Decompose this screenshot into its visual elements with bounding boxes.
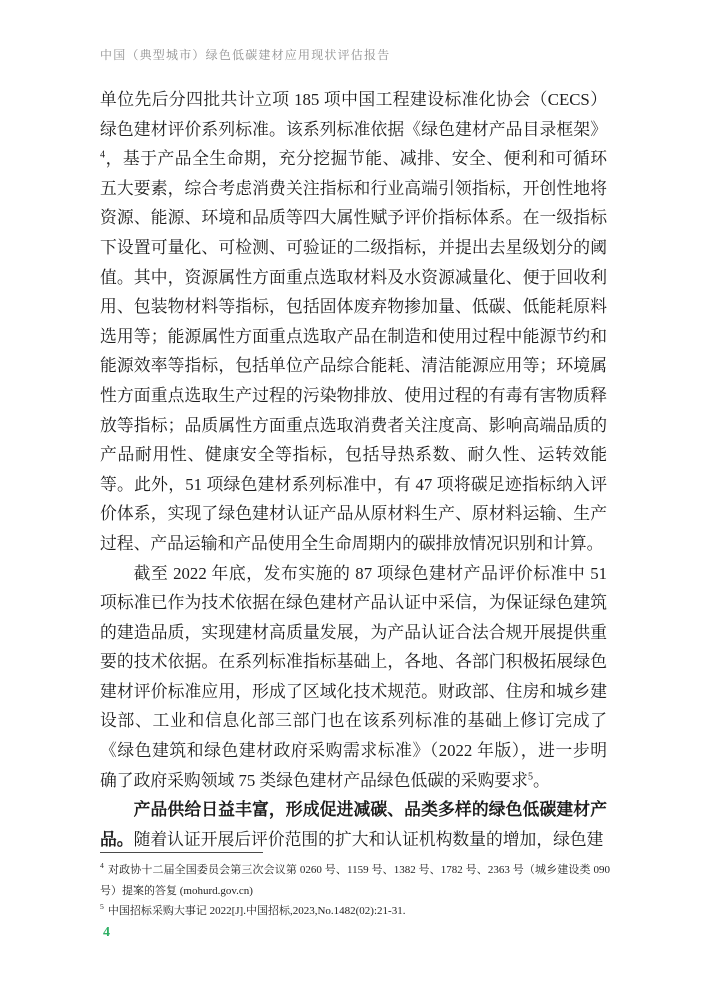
text-run: ，基于产品全生命期，充分挖掘节能、减排、安全、便利和可循环五大要素，综合考虑消费关注指标和行业高端引领指标，开创性地将资源、能源、环境和品质等四大属性赋予评价指标体系。在一级指标下设置可量化、可检测、可验证的二级指标，并提出去星级划分的阈值。其中，资源属性方面重点选取材料及水资源减量化、便于回收利用、包装物材料等指标，包括固体废弃物掺加量、低碳、低能耗原料选用等；能源属性方面重点选取产品在制造和使用过程中能源节约和能源效率等指标，包括单位产品综合能耗、清洁能源应用等；环境属性方面重点选取生产过程的污染物排放、使用过程的有毒有害物质释放等指标；品质属性方面重点选取消费者关注度高、影响高端品质的产品耐用性、健康安全等指标，包括导热系数、耐久性、运转效能等。此外，51 项绿色建材系列标准中，有 47 项将碳足迹指标纳入评价体系，实现了绿色建材认证产品从原材料生产、原材料运输、生产过程、产品运输和产品使用全生命周期内的碳排放情况识别和计算。 bbox=[100, 149, 607, 553]
footnotes bbox=[100, 860, 610, 922]
footnote-text: 对政协十二届全国委员会第三次会议第 0260 号、1159 号、1382 号、1782 号、2363 号（城乡建设类 090 号）提案的答复 (mohurd.gov.cn) bbox=[100, 864, 610, 897]
footnote-ref: 5 bbox=[527, 771, 533, 783]
text-run: 。 bbox=[532, 770, 550, 790]
footnote-item bbox=[100, 901, 610, 922]
footnote-area bbox=[100, 852, 610, 922]
page-number: 4 bbox=[103, 925, 110, 940]
footnote-ref: 4 bbox=[100, 149, 106, 161]
footnote-marker: 4 bbox=[100, 861, 104, 871]
body-text bbox=[100, 85, 607, 860]
running-header: 中国（典型城市）绿色低碳建材应用现状评估报告 bbox=[100, 48, 391, 62]
footnote-marker: 5 bbox=[100, 902, 104, 912]
paragraph bbox=[100, 559, 607, 796]
text-run: 随着认证开展后评价范围的扩大和认证机构数量的增加，绿色建 bbox=[133, 829, 604, 849]
text-run: 截至 2022 年底，发布实施的 87 项绿色建材产品评价标准中 51 项标准已作为技术依据在绿色建材产品认证中采信，为保证绿色建筑的建造品质，实现建材高质量发展，为产品认证合法合规开展提供重要的技术依据。在系列标准指标基础上，各地、各部门积极拓展绿色建材评价标准应用，形成了区域化技术规范。财政部、住房和城乡建设部、工业和信息化部三部门也在该系列标准的基础上修订完成了《绿色建筑和绿色建材政府采购需求标准》（2022 年版），进一步明确了政府采购领域 75 类绿色建材产品绿色低碳的采购要求 bbox=[100, 563, 607, 790]
footnote-text: 中国招标采购大事记 2022[J].中国招标,2023,No.1482(02):21-31. bbox=[107, 905, 406, 917]
text-run: 产品供给日益丰富，形成促进减碳、品类多样的绿色低碳建材产品。 bbox=[100, 800, 607, 849]
paragraph bbox=[100, 85, 607, 559]
text-run: 单位先后分四批共计立项 185 项中国工程建设标准化协会（CECS）绿色建材评价系列标准。该系列标准依据《绿色建材产品目录框架》 bbox=[100, 90, 607, 139]
paragraph bbox=[100, 795, 607, 854]
footnote-separator bbox=[100, 852, 263, 853]
footnote-item bbox=[100, 860, 610, 901]
